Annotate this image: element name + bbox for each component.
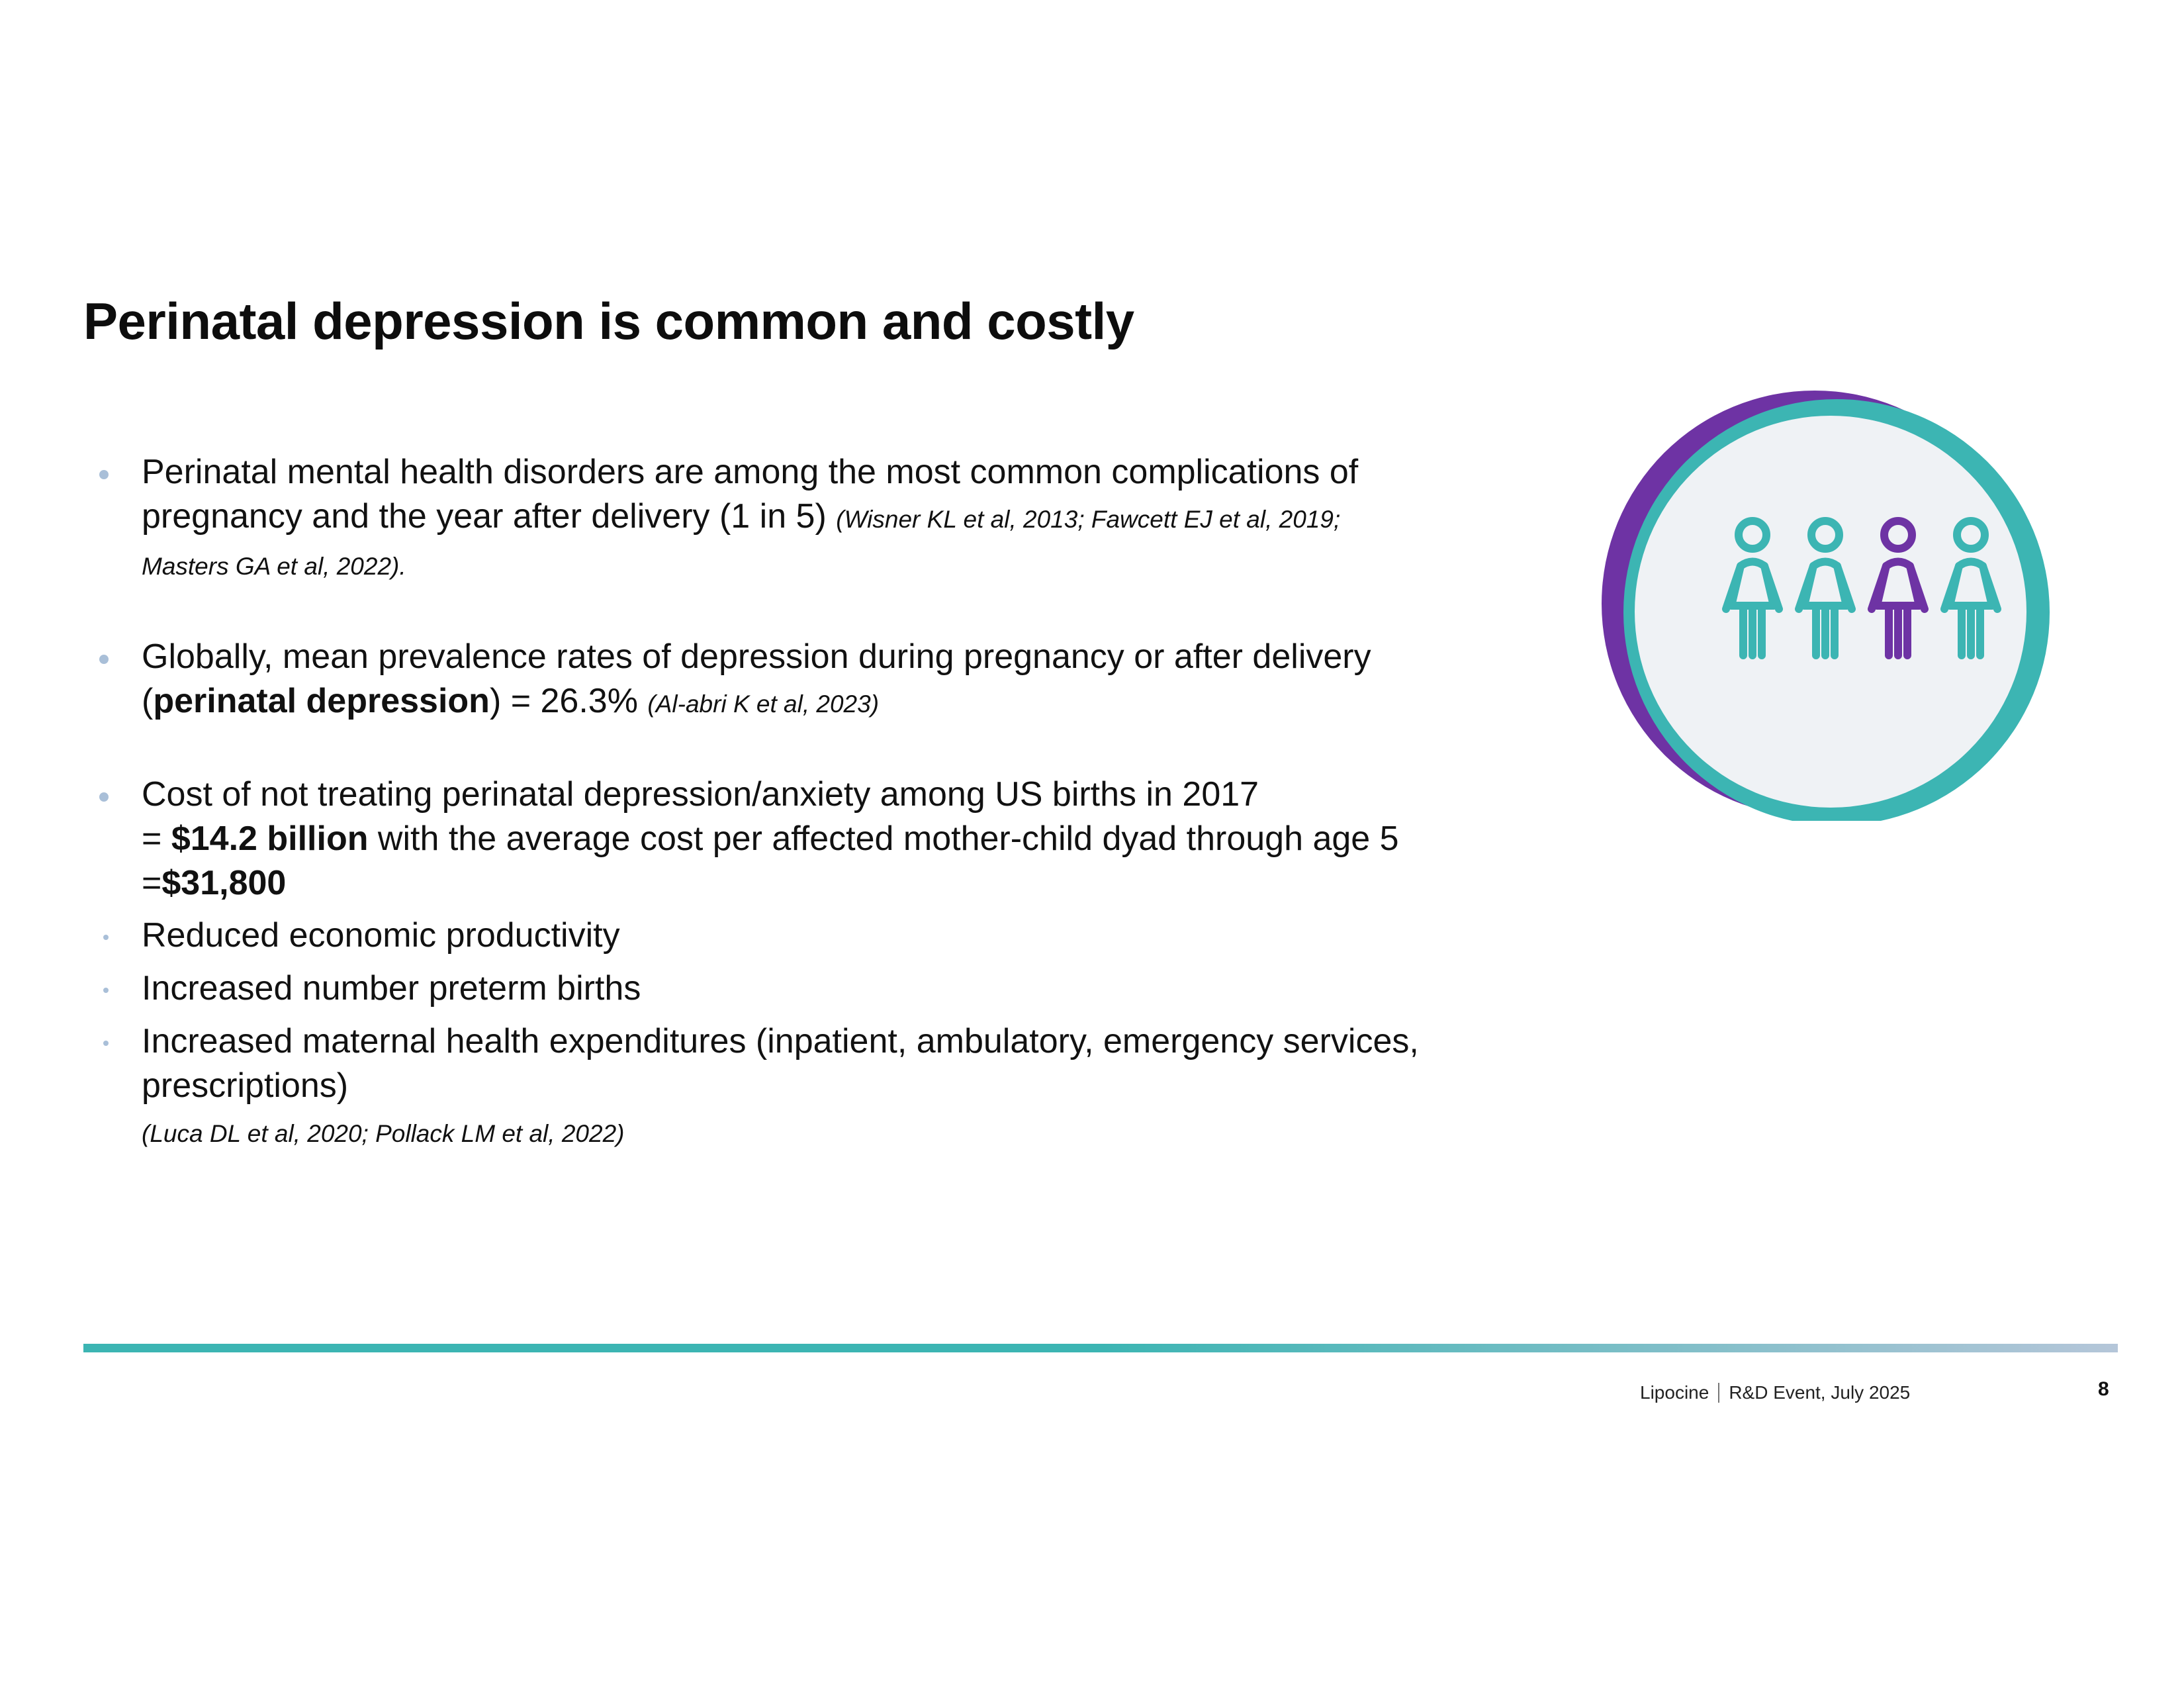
bold-dyad-cost: $31,800 [161,864,287,902]
footer-event: R&D Event, July 2025 [1729,1382,1911,1403]
bullet-list [83,450,1420,1150]
bullet-item-prevalence-disorders [83,450,1420,588]
bold-cost: $14.2 billion [171,820,369,858]
footer-divider [83,1344,2118,1352]
bullet-text: Cost of not treating perinatal depression/anxiety among US births in 2017 [142,775,1259,814]
sub-bullet-text: Reduced economic productivity [142,916,620,955]
sub-bullet-item [142,966,1420,1011]
bullet-dot-icon [99,792,109,802]
footer-company: Lipocine [1640,1382,1709,1403]
sub-bullet-dot-icon [103,935,109,940]
bullet-text-mid: with the average cost per affected mother-child dyad through age 5 = [142,820,1399,902]
bullet-item-cost [83,773,1420,906]
bullet-item-global-prevalence [83,635,1420,726]
bullet-text: Globally, mean prevalence rates of depression during pregnancy or after delivery ( [142,637,1371,720]
slide-title: Perinatal depression is common and costly [83,292,1134,350]
bullet-dot-icon [99,655,109,664]
sub-bullet-dot-icon [103,988,109,993]
sub-bullet-item [142,914,1420,958]
bullet-text: Perinatal mental health disorders are among the most common complications of pregnancy and the year after delivery (1 in 5) [142,453,1359,536]
sub-bullet-item [142,1019,1420,1108]
equals-text: = [142,820,171,858]
citation: (Al-abri K et al, 2023) [647,690,880,718]
footer-label [1640,1382,1910,1403]
citation: (Wisner KL et al, 2013; Fawcett EJ et al, 2019; Masters GA et al, 2022). [142,506,1341,580]
bullet-dot-icon [99,470,109,479]
bold-term: perinatal depression [153,682,490,720]
footer-separator [1718,1383,1719,1403]
sub-bullet-text: Increased number preterm births [142,969,641,1008]
bullet-text-value: ) = 26.3% [489,682,638,720]
sub-bullet-dot-icon [103,1041,109,1046]
women-group-icon [1602,391,2058,821]
sub-bullet-list [23,914,1420,1108]
citation-references: (Luca DL et al, 2020; Pollack LM et al, 2022) [142,1120,625,1147]
page-number: 8 [2098,1378,2109,1400]
sub-bullet-text: Increased maternal health expenditures (inpatient, ambulatory, emergency services, prescriptions) [142,1022,1419,1105]
